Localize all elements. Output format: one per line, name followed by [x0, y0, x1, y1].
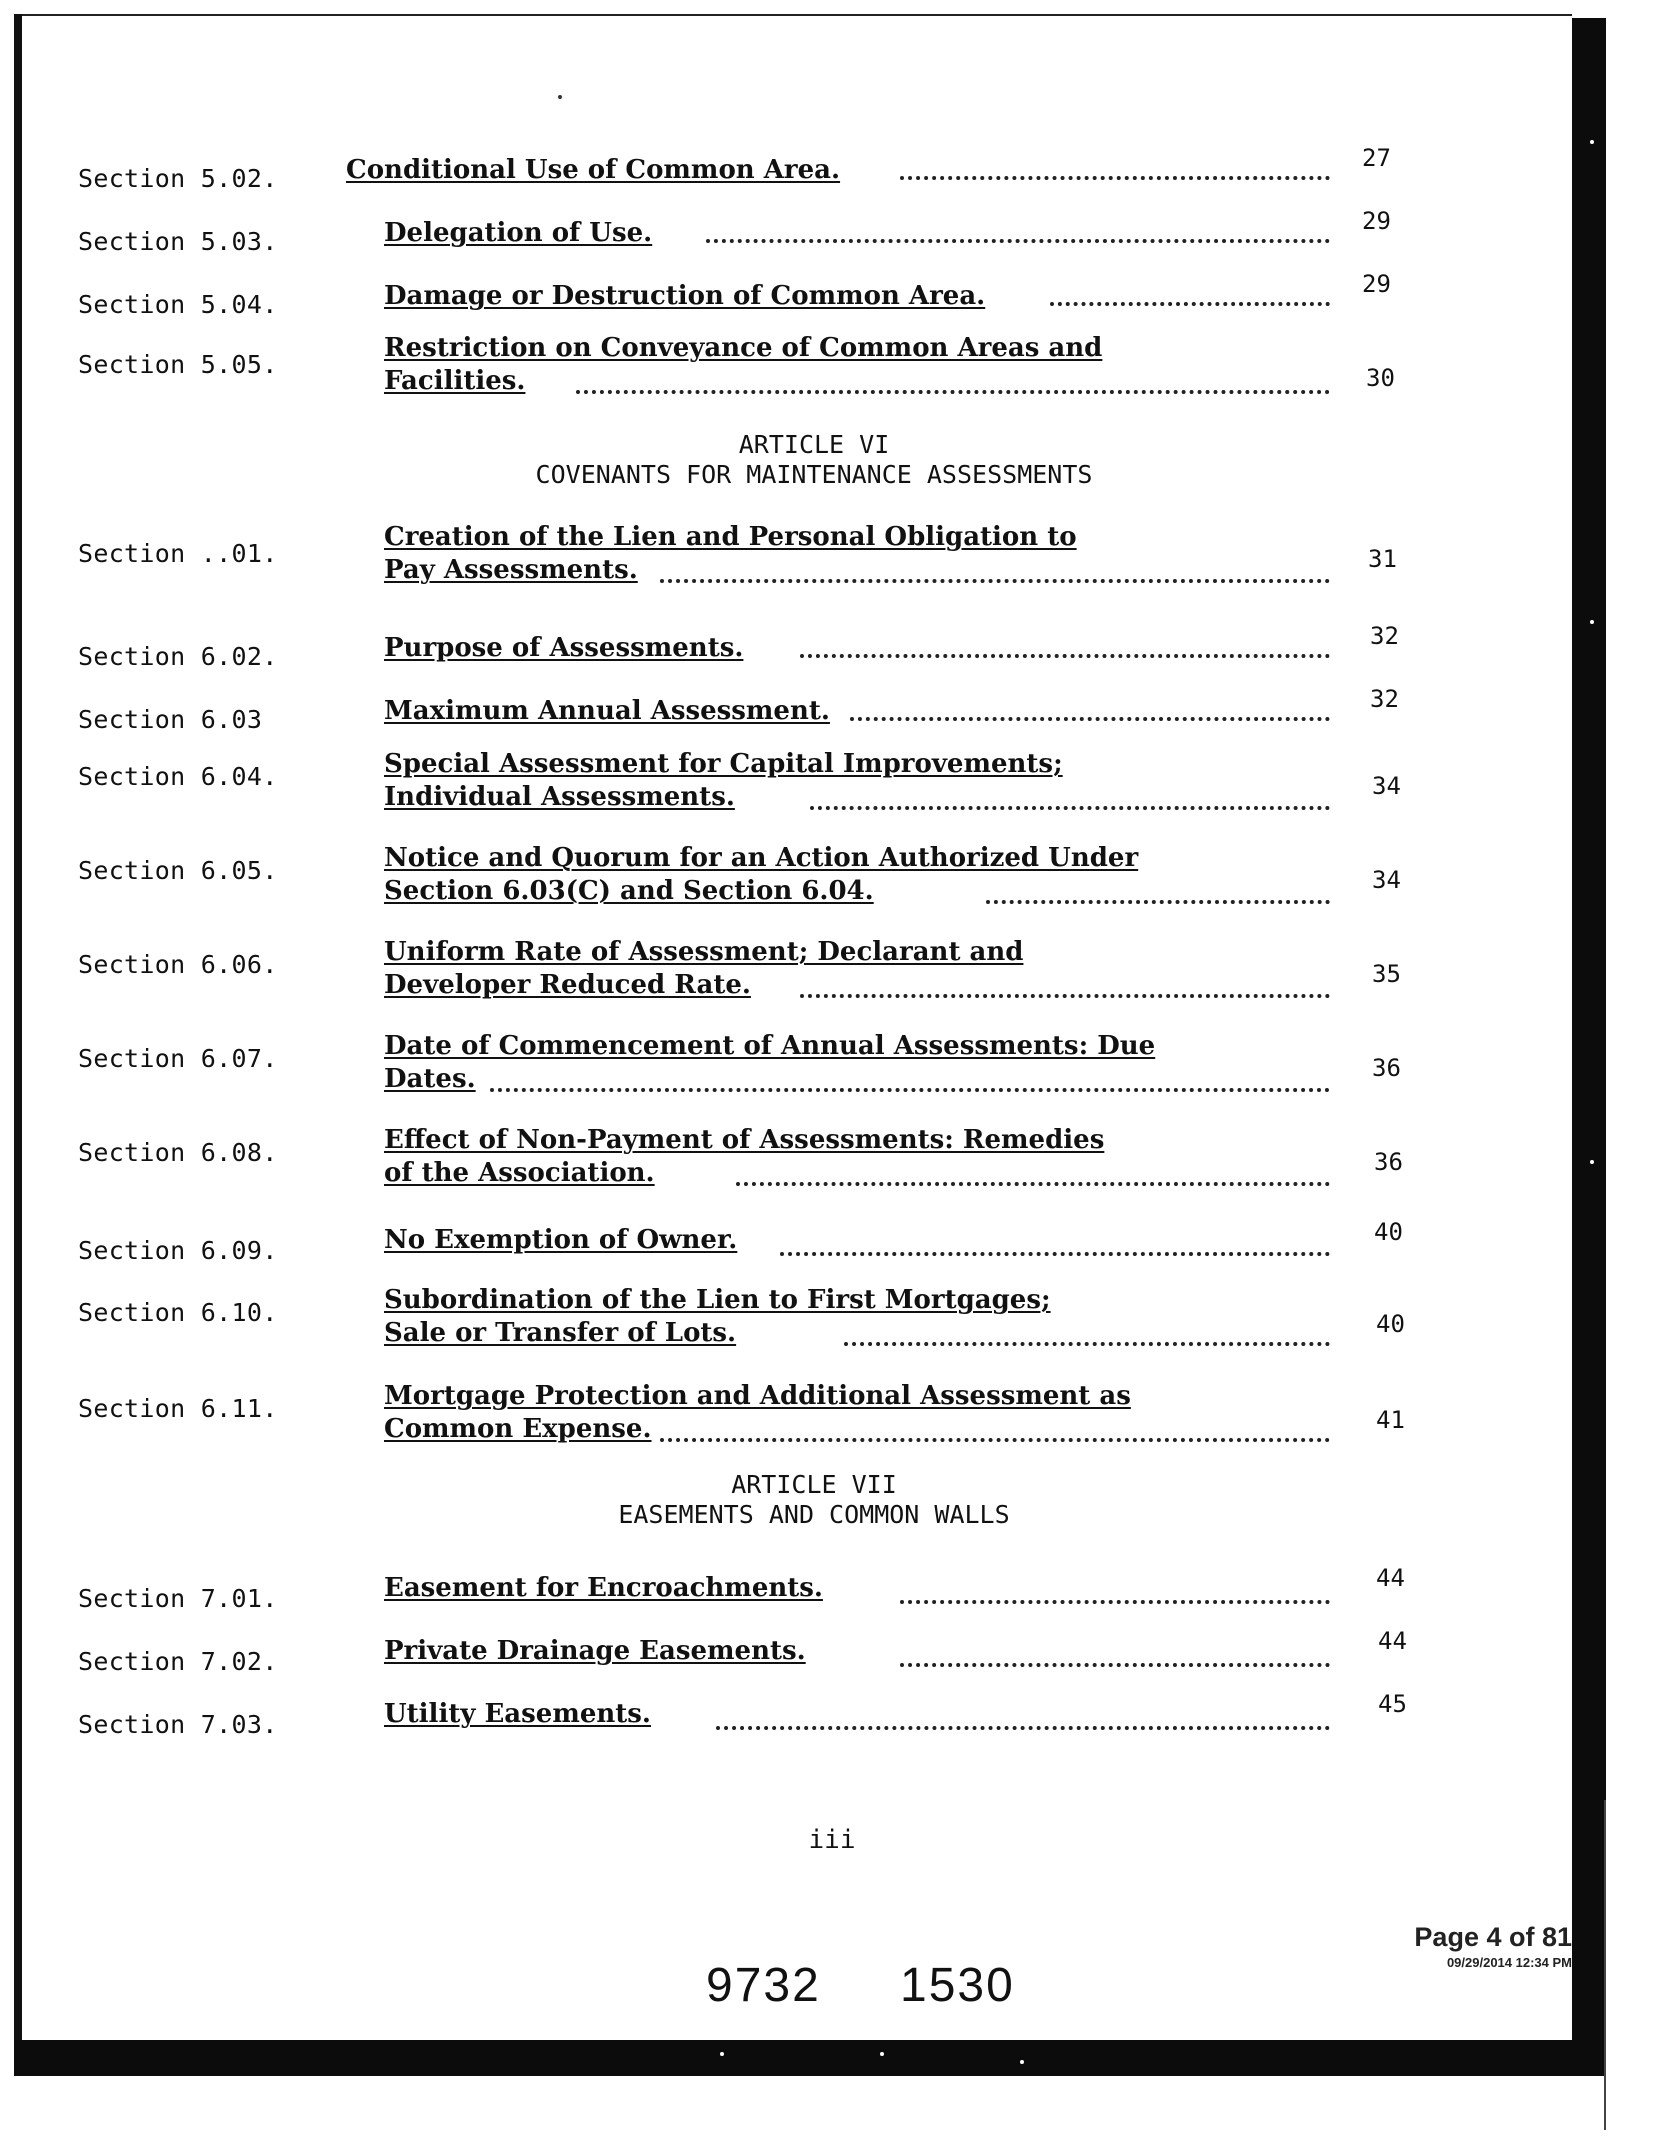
dot-leader: [986, 900, 1330, 904]
section-title-line: Date of Commencement of Annual Assessments: Due: [384, 1031, 1156, 1061]
section-title: [384, 1284, 1244, 1350]
article-heading: [384, 1470, 1244, 1530]
section-title: [384, 842, 1244, 908]
toc-entry: [0, 1564, 1664, 1644]
section-title: [384, 521, 1244, 587]
section-title-line: Delegation of Use.: [384, 218, 653, 248]
section-title: [384, 748, 1244, 814]
toc-entry: [0, 843, 1664, 916]
dot-leader: [850, 717, 1330, 721]
section-title-line: Private Drainage Easements.: [384, 1636, 806, 1666]
dot-leader: [1050, 302, 1330, 306]
section-title-line: Sale or Transfer of Lots.: [384, 1318, 737, 1348]
toc-entry: [0, 1125, 1664, 1198]
article-heading: [384, 430, 1244, 490]
dot-leader: [716, 1726, 1330, 1730]
section-title-line: Common Expense.: [384, 1414, 652, 1444]
toc-entry: [0, 522, 1664, 595]
section-number: Section 6.04.: [78, 762, 278, 791]
toc-entry: [0, 622, 1664, 698]
page-number: 27: [1362, 144, 1391, 172]
section-title: [384, 936, 1244, 1002]
section-title-line: Developer Reduced Rate.: [384, 970, 751, 1000]
toc-entry: [0, 1690, 1664, 1770]
scan-speck: [1020, 2060, 1024, 2064]
page-number: 45: [1378, 1690, 1407, 1718]
page-number: 40: [1374, 1218, 1403, 1246]
page-number: 34: [1372, 772, 1401, 800]
section-title-line: Creation of the Lien and Personal Obligation to: [384, 522, 1077, 552]
scan-speck: [1590, 620, 1594, 624]
dot-leader: [660, 1438, 1330, 1442]
section-number: Section 7.01.: [78, 1584, 278, 1613]
print-timestamp: 09/29/2014 12:34 PM: [1446, 1955, 1572, 1970]
section-title: [384, 695, 1244, 728]
scan-top-edge: [20, 14, 1572, 16]
page-number: 29: [1362, 270, 1391, 298]
toc-entry: [0, 144, 1664, 220]
dot-leader: [490, 1088, 1330, 1092]
toc-entry: [0, 1285, 1664, 1358]
page-number: 44: [1378, 1627, 1407, 1655]
section-number: Section 6.05.: [78, 856, 278, 885]
section-title: [384, 632, 1244, 665]
section-title: [384, 1124, 1244, 1190]
page-of-label: Page 4 of 81: [1414, 1922, 1572, 1952]
dot-leader: [800, 654, 1330, 658]
article-label: ARTICLE VI: [738, 430, 890, 459]
section-number: Section 5.03.: [78, 227, 278, 256]
toc-entry: [0, 207, 1664, 283]
dot-leader: [576, 390, 1330, 394]
page-number: 40: [1376, 1310, 1405, 1338]
section-number: Section 5.02.: [78, 164, 278, 193]
roman-page-number: iii: [808, 1825, 856, 1855]
section-title: [384, 1030, 1244, 1096]
section-title-line: of the Association.: [384, 1158, 655, 1188]
article-title: COVENANTS FOR MAINTENANCE ASSESSMENTS: [535, 460, 1093, 489]
section-title-line: Section 6.03(C) and Section 6.04.: [384, 876, 874, 906]
scan-speck: [1590, 140, 1594, 144]
section-number: Section 6.07.: [78, 1044, 278, 1073]
scan-speck: [880, 2052, 884, 2056]
page-number: 31: [1368, 545, 1397, 573]
recording-stamp-right: 1530: [900, 1959, 1015, 2012]
section-title-line: No Exemption of Owner.: [384, 1225, 738, 1255]
dot-leader: [736, 1182, 1330, 1186]
recording-stamp-left: 9732: [706, 1959, 821, 2012]
page-number: 35: [1372, 960, 1401, 988]
section-title-line: Mortgage Protection and Additional Assessment as: [384, 1381, 1131, 1411]
page-number: 36: [1372, 1054, 1401, 1082]
dot-leader: [900, 176, 1330, 180]
section-title-line: Purpose of Assessments.: [384, 633, 744, 663]
section-number: Section 6.11.: [78, 1394, 278, 1423]
page-number: 29: [1362, 207, 1391, 235]
section-number: Section 6.10.: [78, 1298, 278, 1327]
section-title-line: Easement for Encroachments.: [384, 1573, 823, 1603]
section-title-line: Restriction on Conveyance of Common Areas and: [384, 333, 1103, 363]
section-title-line: Special Assessment for Capital Improvements;: [384, 749, 1063, 779]
page-number: 44: [1376, 1564, 1405, 1592]
page-counter: [1414, 1922, 1572, 1970]
toc-entry: [0, 749, 1664, 822]
section-title-line: Conditional Use of Common Area.: [346, 155, 841, 185]
section-number: Section 7.03.: [78, 1710, 278, 1739]
section-title: [384, 1380, 1244, 1446]
article-title: EASEMENTS AND COMMON WALLS: [618, 1500, 1010, 1529]
page-number: 32: [1370, 685, 1399, 713]
section-number: Section 6.09.: [78, 1236, 278, 1265]
section-number: Section 7.02.: [78, 1647, 278, 1676]
scan-bottom-edge: [14, 2040, 1606, 2076]
toc-entry: [0, 1381, 1664, 1454]
section-number: Section 6.06.: [78, 950, 278, 979]
section-title-line: Pay Assessments.: [384, 555, 638, 585]
dot-leader: [810, 806, 1330, 810]
section-title-line: Notice and Quorum for an Action Authorized Under: [384, 843, 1139, 873]
article-label: ARTICLE VII: [731, 1470, 897, 1499]
section-title-line: Damage or Destruction of Common Area.: [384, 281, 986, 311]
scan-dot: [558, 95, 562, 99]
section-title-line: Utility Easements.: [384, 1699, 651, 1729]
dot-leader: [706, 239, 1330, 243]
section-title: [384, 280, 1244, 313]
section-number: Section 6.03: [78, 705, 263, 734]
dot-leader: [780, 1252, 1330, 1256]
dot-leader: [844, 1342, 1330, 1346]
page-number: 36: [1374, 1148, 1403, 1176]
section-title-line: Facilities.: [384, 366, 526, 396]
section-title-line: Effect of Non-Payment of Assessments: Remedies: [384, 1125, 1105, 1155]
section-title-line: Subordination of the Lien to First Mortgages;: [384, 1285, 1051, 1315]
dot-leader: [660, 579, 1330, 583]
toc-entry: [0, 937, 1664, 1010]
section-title-line: Dates.: [384, 1064, 476, 1094]
page-number: 34: [1372, 866, 1401, 894]
page-number: 41: [1376, 1406, 1405, 1434]
scan-speck: [720, 2052, 724, 2056]
dot-leader: [900, 1663, 1330, 1667]
section-number: Section 5.04.: [78, 290, 278, 319]
toc-entry: [0, 1627, 1664, 1707]
toc-entry: [0, 1031, 1664, 1104]
toc-entry: [0, 333, 1664, 406]
page-number: 32: [1370, 622, 1399, 650]
page-number: 30: [1366, 364, 1395, 392]
section-number: Section ..01.: [78, 539, 278, 568]
section-title-line: Individual Assessments.: [384, 782, 735, 812]
section-title-line: Uniform Rate of Assessment; Declarant and: [384, 937, 1024, 967]
section-title: [384, 332, 1244, 398]
dot-leader: [800, 994, 1330, 998]
section-title-line: Maximum Annual Assessment.: [384, 696, 830, 726]
section-number: Section 6.08.: [78, 1138, 278, 1167]
section-title: [384, 217, 1244, 250]
section-title: [346, 154, 1206, 187]
dot-leader: [900, 1600, 1330, 1604]
section-number: Section 6.02.: [78, 642, 278, 671]
section-number: Section 5.05.: [78, 350, 278, 379]
